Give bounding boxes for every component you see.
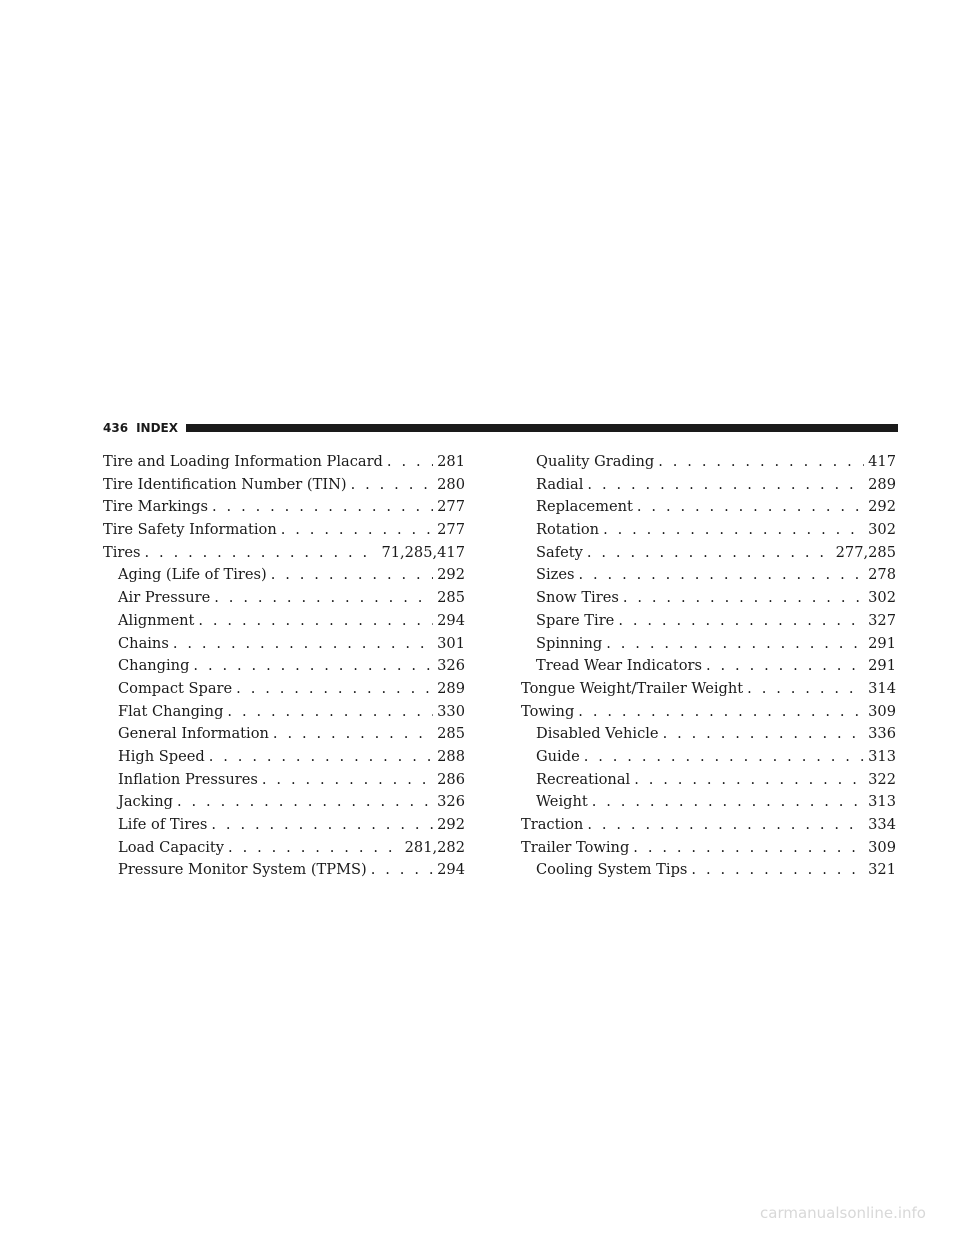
index-entry (103, 451, 465, 474)
index-entry-page: 313 (868, 747, 896, 765)
index-entry-page: 294 (437, 611, 465, 629)
index-entry-label: Tire and Loading Information Placard (103, 453, 383, 470)
index-entry (521, 837, 896, 860)
index-entry (521, 542, 896, 565)
index-entry (521, 678, 896, 701)
index-entry-label: Weight (536, 793, 588, 811)
index-entry (521, 746, 896, 769)
index-entry (521, 723, 896, 746)
index-entry-page: 278 (868, 566, 896, 584)
index-entry-page: 326 (437, 657, 465, 675)
dot-leader (578, 701, 864, 724)
index-entry-page: 294 (437, 861, 465, 879)
dot-leader (387, 451, 433, 474)
dot-leader (271, 564, 433, 587)
index-entry (103, 542, 465, 565)
index-entry-label: Rotation (536, 521, 600, 539)
index-entry (103, 474, 465, 497)
index-entry-label: Aging (Life of Tires) (118, 566, 267, 584)
dot-leader (691, 859, 864, 882)
index-entry (103, 769, 465, 792)
index-column-left (103, 451, 465, 882)
index-entry-page: 327 (868, 611, 896, 629)
dot-leader (281, 519, 433, 542)
index-entry-label: Tire Markings (103, 498, 209, 516)
index-entry (103, 678, 465, 701)
dot-leader (584, 746, 864, 769)
index-entry-label: Safety (536, 543, 583, 561)
index-entry-label: Spinning (536, 634, 603, 652)
index-entry (103, 633, 465, 656)
index-entry (103, 814, 465, 837)
index-entry-label: Sizes (536, 566, 575, 584)
dot-leader (193, 655, 433, 678)
index-entry-label: Traction (521, 816, 584, 833)
index-entry (103, 746, 465, 769)
index-entry-page: 314 (868, 679, 896, 697)
index-entry-page: 309 (868, 702, 896, 720)
index-entry-page: 292 (437, 566, 465, 584)
dot-leader (209, 746, 433, 769)
index-entry (103, 519, 465, 542)
index-entry-label: Changing (118, 657, 190, 675)
index-entry-page: 286 (437, 770, 465, 788)
index-entry-label: General Information (118, 725, 269, 743)
index-entry (521, 701, 896, 724)
section-title: INDEX (136, 421, 178, 435)
index-entry-page: 71,285,417 (381, 543, 465, 561)
watermark: carmanualsonline.info (760, 1204, 926, 1222)
index-entry-page: 309 (868, 838, 896, 856)
index-entry-label: Tread Wear Indicators (536, 657, 702, 675)
index-entry-label: Snow Tires (536, 589, 619, 607)
index-entry (521, 769, 896, 792)
dot-leader (587, 542, 832, 565)
index-entry-page: 336 (868, 725, 896, 743)
index-entry (521, 791, 896, 814)
index-entry (521, 519, 896, 542)
index-entry-label: Tires (103, 543, 141, 561)
index-entry-page: 292 (868, 498, 896, 516)
dot-leader (262, 769, 433, 792)
index-entry-page: 281 (437, 453, 465, 470)
index-entry-page: 292 (437, 816, 465, 833)
index-entry (103, 701, 465, 724)
dot-leader (371, 859, 433, 882)
index-entry-page: 313 (868, 793, 896, 811)
index-entry-page: 277,285 (835, 543, 896, 561)
index-entry-page: 302 (868, 521, 896, 539)
dot-leader (273, 723, 433, 746)
dot-leader (587, 814, 864, 837)
index-entry (521, 814, 896, 837)
index-entry-page: 288 (437, 747, 465, 765)
dot-leader (587, 474, 864, 497)
index-entry-page: 321 (868, 861, 896, 879)
index-entry-page: 326 (437, 793, 465, 811)
index-entry (521, 474, 896, 497)
index-entry-label: Tire Safety Information (103, 521, 277, 539)
index-entry-label: Alignment (118, 611, 195, 629)
index-entry-label: Inflation Pressures (118, 770, 258, 788)
dot-leader (706, 655, 864, 678)
dot-leader (211, 814, 433, 837)
page-header (103, 418, 898, 438)
index-entry-label: Trailer Towing (521, 838, 630, 856)
index-entry-page: 322 (868, 770, 896, 788)
dot-leader (177, 791, 433, 814)
dot-leader (173, 633, 433, 656)
index-entry-label: Jacking (118, 793, 173, 811)
dot-leader (578, 564, 864, 587)
index-entry-page: 302 (868, 589, 896, 607)
index-entry-label: Spare Tire (536, 611, 615, 629)
index-entry-label: Replacement (536, 498, 633, 516)
index-entry-label: Cooling System Tips (536, 861, 688, 879)
index-entry-label: Life of Tires (118, 816, 208, 833)
index-entry-label: Load Capacity (118, 838, 225, 856)
dot-leader (351, 474, 434, 497)
dot-leader (637, 496, 864, 519)
index-entry-label: Compact Spare (118, 679, 233, 697)
index-entry-label: Recreational (536, 770, 631, 788)
index-entry-label: Tongue Weight/Trailer Weight (521, 679, 744, 697)
index-entry-label: Pressure Monitor System (TPMS) (118, 861, 367, 879)
index-entry (521, 587, 896, 610)
dot-leader (228, 837, 401, 860)
index-entry-page: 277 (437, 498, 465, 516)
index-entry-page: 301 (437, 634, 465, 652)
index-entry-page: 330 (437, 702, 465, 720)
index-entry (103, 859, 465, 882)
dot-leader (618, 610, 864, 633)
dot-leader (606, 633, 864, 656)
dot-leader (623, 587, 864, 610)
index-entry-label: Towing (521, 702, 575, 720)
index-entry-label: Guide (536, 747, 580, 765)
index-entry (103, 791, 465, 814)
index-entry-page: 334 (868, 816, 896, 833)
page-number: 436 (103, 421, 129, 435)
dot-leader (663, 723, 865, 746)
index-entry (103, 723, 465, 746)
dot-leader (592, 791, 864, 814)
index-entry-page: 291 (868, 634, 896, 652)
dot-leader (236, 678, 433, 701)
index-entry (103, 587, 465, 610)
dot-leader (212, 496, 433, 519)
index-entry-label: Chains (118, 634, 169, 652)
dot-leader (214, 587, 433, 610)
index-entry-label: Air Pressure (118, 589, 211, 607)
index-entry (103, 496, 465, 519)
index-entry-label: Quality Grading (536, 453, 655, 470)
dot-leader (603, 519, 864, 542)
index-entry (521, 451, 896, 474)
index-entry-page: 289 (868, 475, 896, 493)
index-entry-page: 277 (437, 521, 465, 539)
index-entry-page: 280 (437, 475, 465, 493)
index-entry (521, 610, 896, 633)
dot-leader (198, 610, 433, 633)
index-entry-label: Disabled Vehicle (536, 725, 659, 743)
index-entry (103, 610, 465, 633)
index-entry-page: 285 (437, 589, 465, 607)
index-entry-label: Flat Changing (118, 702, 224, 720)
index-entry-page: 291 (868, 657, 896, 675)
header-rule (186, 424, 898, 432)
index-entry (521, 655, 896, 678)
index-entry-label: High Speed (118, 747, 205, 765)
index-entry-label: Radial (536, 475, 584, 493)
index-entry (103, 837, 465, 860)
index-entry (521, 564, 896, 587)
index-entry (521, 859, 896, 882)
index-entry (103, 564, 465, 587)
index-entry-page: 417 (868, 453, 896, 470)
dot-leader (633, 837, 864, 860)
index-column-right (521, 451, 896, 882)
dot-leader (747, 678, 864, 701)
index-entry (521, 633, 896, 656)
index-entry-label: Tire Identification Number (TIN) (103, 475, 347, 493)
index-entry-page: 281,282 (404, 838, 465, 856)
dot-leader (634, 769, 864, 792)
dot-leader (145, 542, 378, 565)
dot-leader (658, 451, 864, 474)
index-entry-page: 285 (437, 725, 465, 743)
index-entry-page: 289 (437, 679, 465, 697)
index-entry (103, 655, 465, 678)
index-entry (521, 496, 896, 519)
dot-leader (227, 701, 433, 724)
